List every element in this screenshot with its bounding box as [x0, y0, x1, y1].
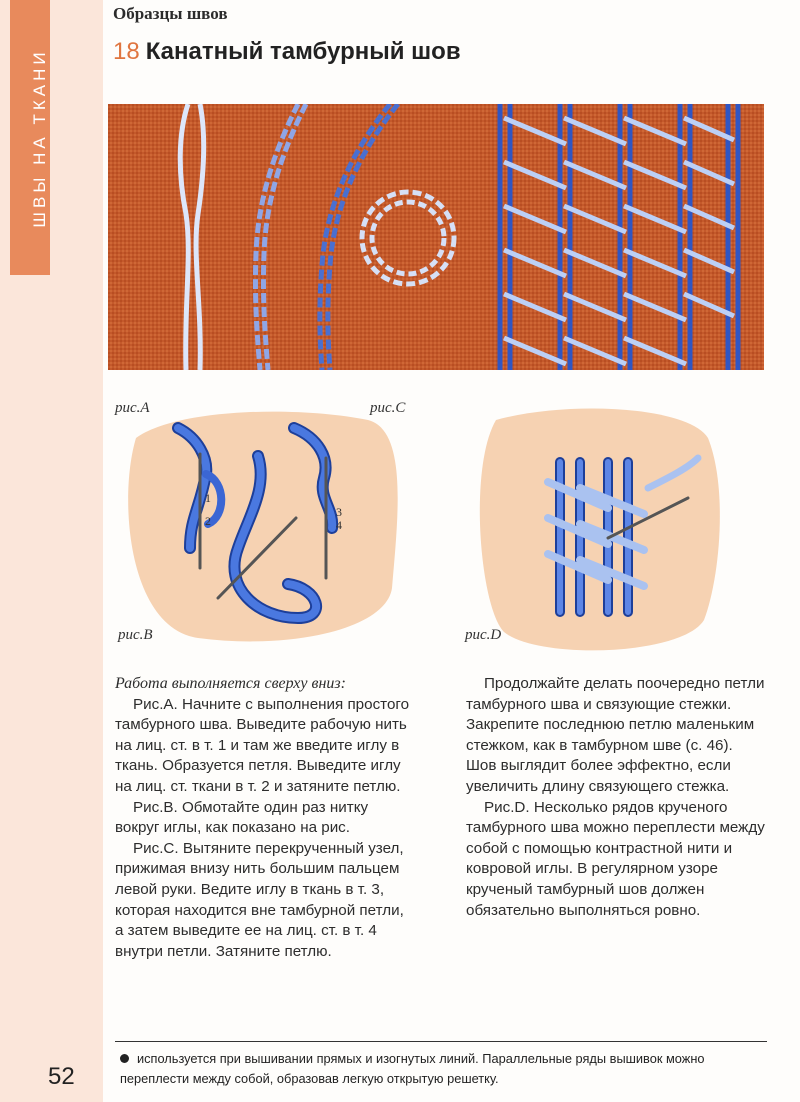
footnote-divider	[115, 1041, 767, 1042]
point-label-1: 1	[205, 491, 211, 505]
section-tab-text: ШВЫ НА ТКАНИ	[30, 48, 49, 228]
page-title	[113, 38, 461, 66]
figure-label-a: рис.А	[115, 400, 150, 416]
stitch-title: Канатный тамбурный шов	[145, 38, 461, 65]
text-column-left	[115, 674, 415, 962]
point-label-3: 3	[336, 505, 342, 519]
step-illustrations	[108, 398, 764, 660]
paragraph-continue: Продолжайте делать поочередно петли тамбурного шва и связующие стежки. Закрепите последнюю петлю маленьким стежком, как в тамбурном шве (с. 46). Шов выглядит более эффектно, если увеличить длину связующего стежка.	[466, 675, 765, 795]
paragraph-fig-d: Рис.D. Несколько рядов крученого тамбурного шва можно переплести между собой с помощью контрастной нити и ковровой иглы. В регулярном узоре крученый тамбурный шов должен обязательно выполняться ровно.	[466, 798, 765, 919]
section-tab	[10, 0, 50, 275]
figure-label-d: рис.D	[465, 627, 502, 643]
figure-label-c: рис.С	[370, 400, 406, 416]
embroidery-sample-photo	[108, 104, 764, 370]
footnote-text: используется при вышивании прямых и изогнутых линий. Параллельные ряды вышивок можно переплести между собой, образовав легкую открытую решетку.	[120, 1051, 705, 1086]
paragraph-intro: Работа выполняется сверху вниз:	[115, 675, 346, 692]
point-label-2: 2	[205, 514, 211, 528]
bullet-icon	[120, 1054, 129, 1063]
paragraph-fig-c: Рис.С. Вытяните перекрученный узел, прижимая внизу нить большим пальцем левой руки. Ведите иглу в ткань в т. 3, которая находится вне тамбурной петли, а затем выведите ее на лиц. ст. в т. 4 внутри петли. Затяните петлю.	[115, 839, 404, 960]
figure-label-b: рис.В	[118, 627, 153, 643]
page-number: 52	[48, 1063, 75, 1090]
section-label: Образцы швов	[113, 4, 228, 23]
paragraph-fig-a: Рис.А. Начните с выполнения простого тамбурного шва. Выведите рабочую нить на лиц. ст. в т. 1 и там же введите иглу в ткань. Образуется петля. Выведите иглу на лиц. ст. ткани в т. 2 и затяните петлю.	[115, 695, 410, 795]
point-label-4: 4	[336, 518, 342, 532]
paragraph-fig-b: Рис.В. Обмотайте один раз нитку вокруг иглы, как показано на рис.	[115, 798, 369, 837]
text-column-right	[466, 674, 766, 921]
stitch-number: 18	[113, 38, 140, 65]
footnote	[120, 1049, 770, 1089]
